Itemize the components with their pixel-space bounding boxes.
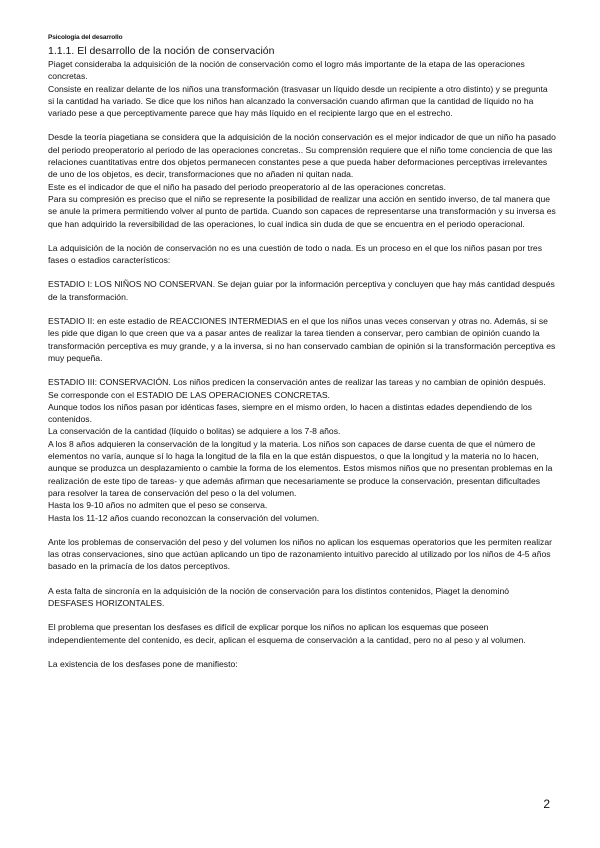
text-block: [48, 585, 556, 610]
paragraph: Ante los problemas de conservación del peso y del volumen los niños no aplican los esquemas operatorios que les permiten realizar las otras conservaciones, sino que actúan aplicando un tipo de razonamiento intuitivo parecido al utilizado por los niños de 4-5 años basado en la primacía de los datos perceptivos.: [48, 536, 552, 572]
running-header: Psicología del desarrollo: [48, 34, 123, 41]
paragraph: Hasta los 11-12 años cuando reconozcan la conservación del volumen.: [48, 512, 320, 523]
text-block: [48, 58, 556, 119]
paragraph: Desde la teoría piagetiana se considera que la adquisición de la noción conservación es el mejor indicador de que un niño ha pasado del periodo preoperatorio al periodo de las operaciones concretas.. Su comprensión requiere que el niño tome conciencia de que las relaciones cuantitativas entre dos objetos permanecen constantes pese a que pueda haber deformaciones perceptivas irrelevantes de uno de los objetos, es decir, transformaciones que no añaden ni quitan nada.: [48, 132, 556, 180]
text-block: [48, 376, 556, 524]
paragraph: Consiste en realizar delante de los niños una transformación (trasvasar un líquido desde un recipiente a otro distinto) y se pregunta si la cantidad ha variado. Se dice que los niños han alcanzado la conversación cuando afirman que la cantidad de líquido no ha variado pese a que perceptivamente parece que hay más líquido en el recipiente largo que en el estrecho.: [48, 83, 548, 119]
paragraph: Para su compresión es preciso que el niño se represente la posibilidad de realizar una acción en sentido inverso, de tal manera que se anule la primera permitiendo volver al punto de partida. Cuando son capaces de representarse una transformación y su inversa es que han adquirido la reversibilidad de las operaciones, lo cual indica sin duda de que se encuentra en el periodo operacional.: [48, 193, 556, 229]
text-block: [48, 131, 556, 229]
text-block: [48, 536, 556, 573]
paragraph-stage-2: ESTADIO II: en este estadio de REACCIONES INTERMEDIAS en el que los niños unas veces conservan y otras no. Además, si se les pide que digan lo que creen que va a pasar antes de realizar la tarea tienden a conservar, pero cambian de opinión cuando la transformación perceptiva es muy grande, y a la inversa, si no han conservado cambian de opinión si la transformación perceptiva es muy pequeña.: [48, 316, 556, 363]
paragraph: La conservación de la cantidad (líquido o bolitas) se adquiere a los 7-8 años.: [48, 426, 341, 437]
paragraph: El problema que presentan los desfases es difícil de explicar porque los niños no aplican los esquemas que poseen independientemente del contenido, es decir, aplican el esquema de conservación a la cantidad, pero no al peso y al volumen.: [48, 622, 526, 645]
paragraph: Hasta los 9-10 años no admiten que el peso se conserva.: [48, 500, 268, 511]
section-title: 1.1.1. El desarrollo de la noción de conservación: [48, 45, 275, 57]
text-block: [48, 621, 556, 646]
paragraph: A esta falta de sincronía en la adquisición de la noción de conservación para los distintos contenidos, Piaget la denominó DESFASES HORIZONTALES.: [48, 585, 510, 608]
paragraph: Aunque todos los niños pasan por idénticas fases, siempre en el mismo orden, lo hacen a distintas edades dependiendo de los contenidos.: [48, 401, 532, 425]
paragraph: La adquisición de la noción de conservación no es una cuestión de todo o nada. Es un proceso en el que los niños pasan por tres fases o estadios característicos:: [48, 242, 543, 266]
paragraph: Piaget consideraba la adquisición de la noción de conservación como el logro más importante de la etapa de las operaciones concretas.: [48, 59, 525, 82]
paragraph: A los 8 años adquieren la conservación de la longitud y la materia. Los niños son capaces de darse cuenta de que el número de elementos no varía, aunque sí lo haga la longitud de la fila en la que están dispuestos, o que la longitud y la materia no lo hacen, aunque se produzca un desplazamiento o cambie la forma de los elementos. Estos mismos niños que no presentan problemas en la realización de este tipo de tareas- y que además afirman que necesariamente se produce la conservación, presentan dificultades para resolver la tarea de conservación del peso o la del volumen.: [48, 438, 553, 498]
page-number: 2: [543, 797, 550, 811]
text-block: [48, 315, 556, 364]
document-page: [48, 34, 556, 670]
paragraph-stage-3: ESTADIO III: CONSERVACIÓN. Los niños predicen la conservación antes de realizar las tareas y no cambian de opinión después. Se corresponde con el ESTADIO DE LAS OPERACIONES CONCRETAS.: [48, 377, 546, 400]
paragraph: La existencia de los desfases pone de manifiesto:: [48, 658, 238, 669]
text-block: [48, 278, 556, 303]
paragraph-stage-1: ESTADIO I: LOS NIÑOS NO CONSERVAN. Se dejan guiar por la información perceptiva y concluyen que hay más cantidad después de la transformación.: [48, 279, 555, 302]
text-block: [48, 658, 556, 670]
paragraph: Este es el indicador de que el niño ha pasado del periodo preoperatorio al de las operaciones concretas.: [48, 181, 446, 192]
text-block: [48, 242, 556, 267]
